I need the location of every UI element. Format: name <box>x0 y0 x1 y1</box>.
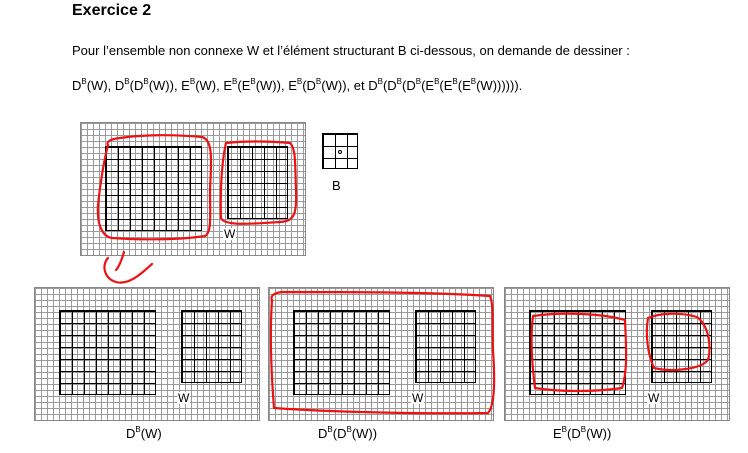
instruction-text: Pour l’ensemble non connexe W et l’élément structurant B ci-dessous, on demande de dessiner : <box>72 43 630 58</box>
panel3-w-label: W <box>648 391 660 405</box>
ink-stroke-erosion-right <box>647 314 710 370</box>
b-label: B <box>332 178 341 193</box>
panel1-w-label: W <box>178 391 190 405</box>
panel2-w-label: W <box>412 391 424 405</box>
formula-line: $D^B(W)$, $D^B(D^B(W))$, $E^B(W)$, $E^B(E^B(W))$, $E^B(D^B(W))$, et $D^B(D^B(D^B(E^B(E^B(E^B(W))))))$. <box>72 77 523 93</box>
exercise-title: Exercice 2 <box>72 2 152 19</box>
ink-stroke-erosion-left <box>532 314 627 391</box>
ink-stroke-connector <box>104 258 152 283</box>
ink-stroke-main-left <box>98 135 211 239</box>
caption-dilation: $D^B(W)$ <box>126 425 162 441</box>
caption-erosion-of-dilation: $E^B(D^B(W))$ <box>553 425 612 441</box>
main-w-label: W <box>224 227 236 241</box>
ink-stroke-main-right <box>221 142 296 224</box>
ink-stroke-double-dilation <box>271 292 494 413</box>
ink-stroke-connector-tail <box>116 252 124 270</box>
caption-double-dilation: $D^B(D^B(W))$ <box>318 425 378 441</box>
